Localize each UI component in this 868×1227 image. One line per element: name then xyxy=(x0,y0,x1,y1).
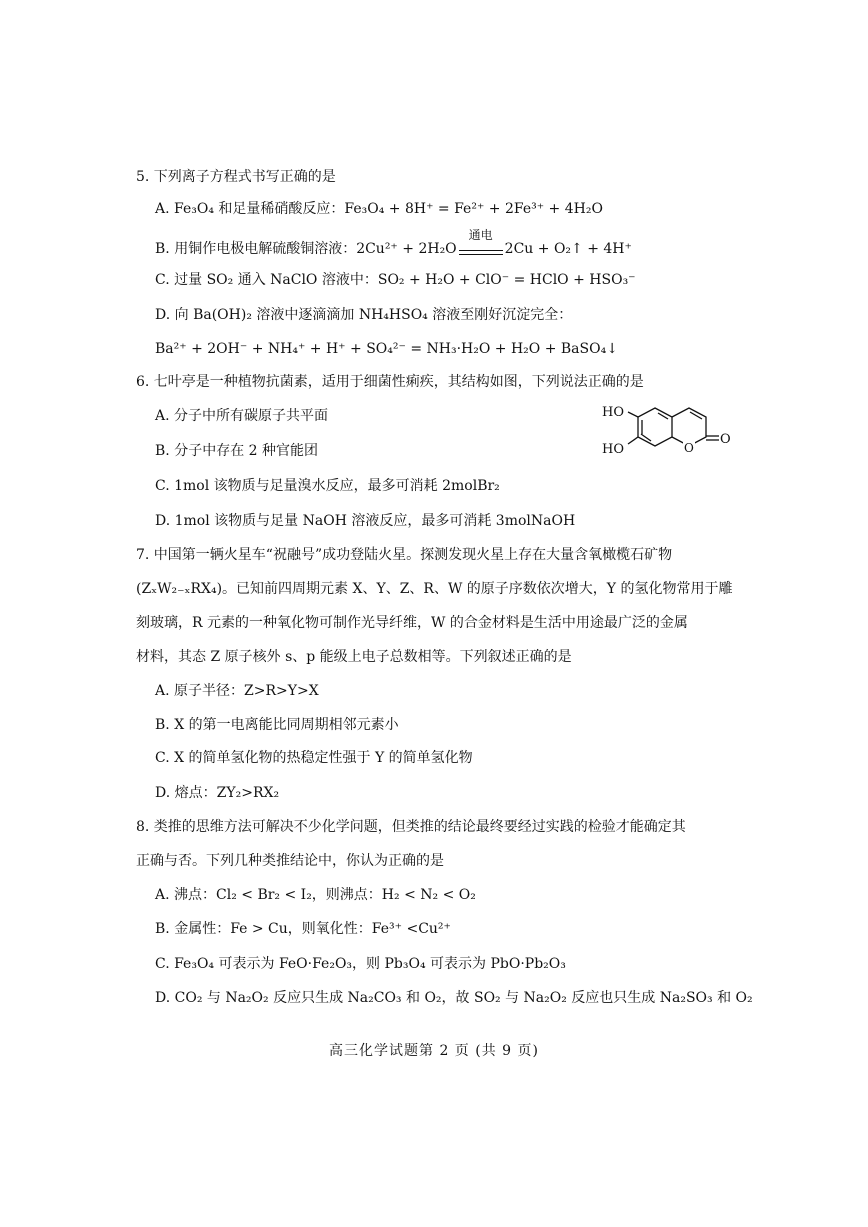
q8-option-a: A. 沸点：Cl₂ < Br₂ < I₂，则沸点：H₂ < N₂ < O₂ xyxy=(155,887,476,903)
q7-option-b: B. X 的第一电离能比同周期相邻元素小 xyxy=(155,717,399,733)
page-footer: 高三化学试题第 2 页 (共 9 页) xyxy=(329,1043,539,1059)
hydroxyl-label-top: HO xyxy=(602,405,624,420)
q6-stem: 6. 七叶亭是一种植物抗菌素，适用于细菌性痢疾，其结构如图，下列说法正确的是 xyxy=(136,374,644,390)
esculetin-structure-diagram xyxy=(600,398,740,468)
q6-option-a: A. 分子中所有碳原子共平面 xyxy=(155,408,329,424)
q7-stem-line-1: 7. 中国第一辆火星车“祝融号”成功登陆火星。探测发现火星上存在大量含氧橄榄石矿物 xyxy=(136,547,673,563)
ring-oxygen-label: O xyxy=(684,441,694,455)
q5-option-b xyxy=(155,228,632,259)
q5-option-d: D. 向 Ba(OH)₂ 溶液中逐滴滴加 NH₄HSO₄ 溶液至刚好沉淀完全： xyxy=(155,307,573,323)
q8-stem-line-2: 正确与否。下列几种类推结论中，你认为正确的是 xyxy=(136,853,444,869)
q7-stem-line-2: (ZₓW₂₋ₓRX₄)。已知前四周期元素 X、Y、Z、R、W 的原子序数依次增大，Y 的氢化物常用于雕 xyxy=(136,581,733,597)
q5-option-b-products: 2Cu + O₂↑ + 4H⁺ xyxy=(504,241,632,257)
q5-option-a: A. Fe₃O₄ 和足量稀硝酸反应：Fe₃O₄ + 8H⁺ = Fe²⁺ + 2Fe³⁺ + 4H₂O xyxy=(155,201,603,217)
q5-stem: 5. 下列离子方程式书写正确的是 xyxy=(136,169,336,185)
carbonyl-oxygen-label: O xyxy=(720,432,731,447)
q7-stem-line-4: 材料，其态 Z 原子核外 s、p 能级上电子总数相等。下列叙述正确的是 xyxy=(136,649,572,665)
condition-label: 通电 xyxy=(468,228,493,242)
electrolysis-condition xyxy=(459,228,503,253)
q5-option-c: C. 过量 SO₂ 通入 NaClO 溶液中：SO₂ + H₂O + ClO⁻ = HClO + HSO₃⁻ xyxy=(155,272,636,288)
q7-option-a: A. 原子半径：Z>R>Y>X xyxy=(155,683,319,699)
q7-stem-line-3: 刻玻璃，R 元素的一种氧化物可制作光导纤维，W 的合金材料是生活中用途最广泛的金属 xyxy=(136,615,688,631)
q5-option-d-equation: Ba²⁺ + 2OH⁻ + NH₄⁺ + H⁺ + SO₄²⁻ = NH₃·H₂O + H₂O + BaSO₄↓ xyxy=(155,341,618,357)
q7-option-c: C. X 的简单氢化物的热稳定性强于 Y 的简单氢化物 xyxy=(155,750,473,766)
hydroxyl-bond-top xyxy=(628,412,638,417)
q8-option-d: D. CO₂ 与 Na₂O₂ 反应只生成 Na₂CO₃ 和 O₂，故 SO₂ 与 Na₂O₂ 反应也只生成 Na₂SO₃ 和 O₂ xyxy=(155,990,753,1006)
equals-sign xyxy=(459,250,503,255)
q6-option-c: C. 1mol 该物质与足量溴水反应，最多可消耗 2molBr₂ xyxy=(155,478,500,494)
benzene-ring xyxy=(638,408,672,446)
q8-stem-line-1: 8. 类推的思维方法可解决不少化学问题，但类推的结论最终要经过实践的检验才能确定其 xyxy=(136,819,686,835)
hydroxyl-bond-bottom xyxy=(628,437,638,444)
q5-option-b-reactants: B. 用铜作电极电解硫酸铜溶液：2Cu²⁺ + 2H₂O xyxy=(155,241,457,257)
q6-option-d: D. 1mol 该物质与足量 NaOH 溶液反应，最多可消耗 3molNaOH xyxy=(155,513,576,529)
q6-option-b: B. 分子中存在 2 种官能团 xyxy=(155,443,318,459)
q7-option-d: D. 熔点：ZY₂>RX₂ xyxy=(155,785,280,801)
q8-option-c: C. Fe₃O₄ 可表示为 FeO·Fe₂O₃，则 Pb₃O₄ 可表示为 PbO·Pb₂O₃ xyxy=(155,956,566,972)
q8-option-b: B. 金属性：Fe > Cu，则氧化性：Fe³⁺ <Cu²⁺ xyxy=(155,921,451,937)
hydroxyl-label-bottom: HO xyxy=(602,442,624,457)
